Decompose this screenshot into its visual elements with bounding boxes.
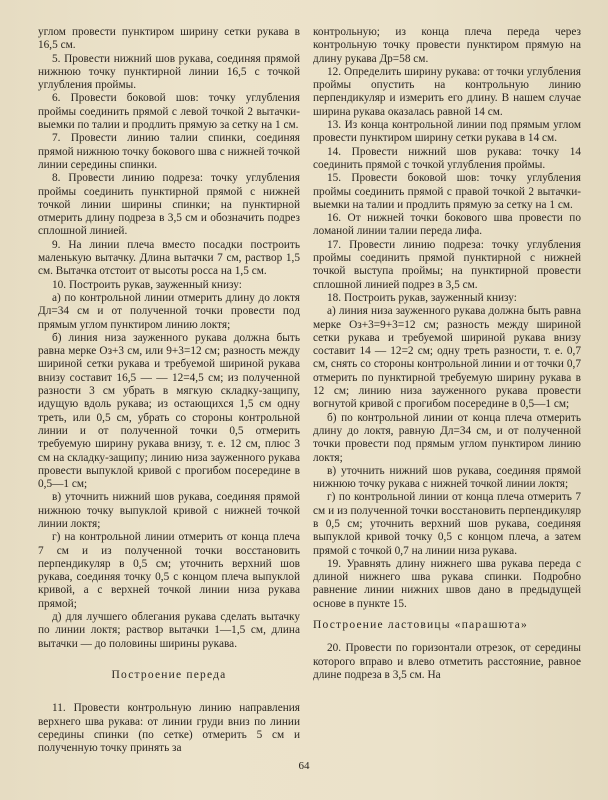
paragraph: 11. Провести контрольную линию направления верхнего шва рукава: от линии груди вниз по линии середины спинки (по сетке) отмерить 5 см и полученную точку принять за xyxy=(38,702,300,755)
left-column xyxy=(38,26,300,755)
paragraph: 19. Уравнять длину нижнего шва рукава переда с длиной нижнего шва рукава спинки. Подробно равнение линии нижних швов дано в предыдущей основе в пункте 15. xyxy=(313,557,581,610)
paragraph: а) по контрольной линии отмерить длину до локтя Дл=34 см и от полученной точки провести под прямым углом пунктиром линию локтя; xyxy=(38,291,300,331)
paragraph: 9. На линии плеча вместо посадки построить маленькую вытачку. Длина вытачки 7 см, раствор 1,5 см. Вытачка отстоит от высоты росса на 1,5 см. xyxy=(38,238,300,278)
paragraph: 8. Провести линию подреза: точку углубления проймы соединить пунктирной прямой с нижней точкой линии ширины спинки; на пунктирной отмерить длину подреза в 3,5 см и обозначить подрез сплошной линией. xyxy=(38,172,300,238)
paragraph: 10. Построить рукав, зауженный книзу: xyxy=(52,278,242,291)
paragraph: 17. Провести линию подреза: точку углубления проймы соединить прямой пунктирной с нижней точкой выступа проймы; на пунктирной провести сплошной линией подрез в 3,5 см. xyxy=(313,238,581,291)
right-column xyxy=(313,26,581,682)
paragraph: г) по контрольной линии от конца плеча отмерить 7 см и из полученной точки восстановить перпендикуляр в 0,5 см; уточнить верхний шов рукава, соединяя выпуклой кривой точку 0,5 с концом плеча, а затем прямой с точкой 0,7 на линии низа рукава. xyxy=(313,491,581,557)
paragraph: 5. Провести нижний шов рукава, соединяя прямой нижнюю точку пунктирной линии 16,5 с точкой углубления проймы. xyxy=(38,52,300,92)
paragraph: 13. Из конца контрольной линии под прямым углом провести пунктиром ширину сетки рукава в 14 см. xyxy=(313,119,581,145)
paragraph: г) на контрольной линии отмерить от конца плеча 7 см и из полученной точки восстановить перпендикуляр в 0,5 см; уточнить верхний шов рукава, соединяя точку 0,5 с концом плеча выпуклой кривой, а с верхней точкой линии низа рукава прямой; xyxy=(38,531,300,610)
paragraph: 7. Провести линию талии спинки, соединяя прямой нижнюю точку бокового шва с нижней точкой линии середины спинки. xyxy=(38,132,300,171)
section-heading: Построение ластовицы «парашюта» xyxy=(313,619,528,632)
paragraph: 15. Провести боковой шов: точку углубления проймы соединить прямой с правой точкой 2 вытачки-выемки на талии и продлить прямую за сетку на 1 см. xyxy=(313,172,581,211)
paragraph: 16. От нижней точки бокового шва провести по ломаной линии талии переда лифа. xyxy=(313,212,581,238)
paragraph: в) уточнить нижний шов рукава, соединяя прямой нижнюю точку выпуклой кривой с нижней точкой линии локтя; xyxy=(38,491,300,530)
paragraph: б) по контрольной линии от конца плеча отмерить длину до локтя, равную Дл=34 см, и от полученной точки провести под прямым углом пунктиром линию локтя; xyxy=(313,411,581,464)
page-number: 64 xyxy=(298,760,310,772)
paragraph: углом провести пунктиром ширину сетки рукава в 16,5 см. xyxy=(38,26,300,52)
paragraph: 14. Провести нижний шов рукава: точку 14 соединить прямой с точкой углубления проймы. xyxy=(313,145,581,171)
paragraph: контрольную; из конца плеча переда через контрольную точку провести пунктиром прямую на длину рукава Др=58 см. xyxy=(313,26,581,65)
paragraph: в) уточнить нижний шов рукава, соединяя прямой нижнюю точку рукава с нижней точкой линии локтя; xyxy=(313,464,581,491)
paragraph: д) для лучшего облегания рукава сделать вытачку по линии локтя; раствор вытачки 1—1,5 см, длина вытачки — до половины ширины рукава. xyxy=(38,611,300,650)
paragraph: 12. Определить ширину рукава: от точки углубления проймы опустить на контрольную линию перпендикуляр и измерить его длину. В нашем случае ширина рукава оказалась равной 14 см. xyxy=(313,65,581,118)
paragraph: 20. Провести по горизонтали отрезок, от середины которого вправо и влево отметить расстояние, равное длине подреза в 3,5 см. На xyxy=(313,642,581,681)
paragraph: 18. Построить рукав, зауженный книзу: xyxy=(327,291,517,304)
paragraph: а) линия низа зауженного рукава должна быть равна мерке Оз+3=9+3=12 см; разность между шириной сетки рукава и требуемой шириной рукава внизу составит 14 — 12=2 см; одну треть разности, т. е. 0,7 см, снять со стороны контрольной линии и от точки 0,7 отмерить по пунктирной требуемую ширину рукава в 12 см; линию низа зауженного рукава провести вогнутой кривой с прогибом посередине в 0,5—1 см; xyxy=(313,305,581,411)
paragraph: 6. Провести боковой шов: точку углубления проймы соединить прямой с левой точкой 2 вытачки-выемки по талии и продлить прямую за сетку на 1 см. xyxy=(38,92,300,132)
section-heading: Построение переда xyxy=(111,668,227,681)
paragraph: б) линия низа зауженного рукава должна быть равна мерке Оз+3 см, или 9+3=12 см; разность между шириной сетки рукава и требуемой шириной рукава внизу составит 16,5 — — 12=4,5 см; из полученной разности 3 см убрать в мягкую складку-защипу, идущую вдоль рукава; из остающихся 1,5 см одну треть, или 0,5 см, убрать со стороны контрольной линии и от полученной точки 0,5 отмерить требуемую ширину рукава внизу, т. е. 12 см, плюс 3 см на складку-защипу; линию низа зауженного рукава провести выпуклой кривой с прогибом посередине в 0,5—1 см; xyxy=(38,331,300,491)
